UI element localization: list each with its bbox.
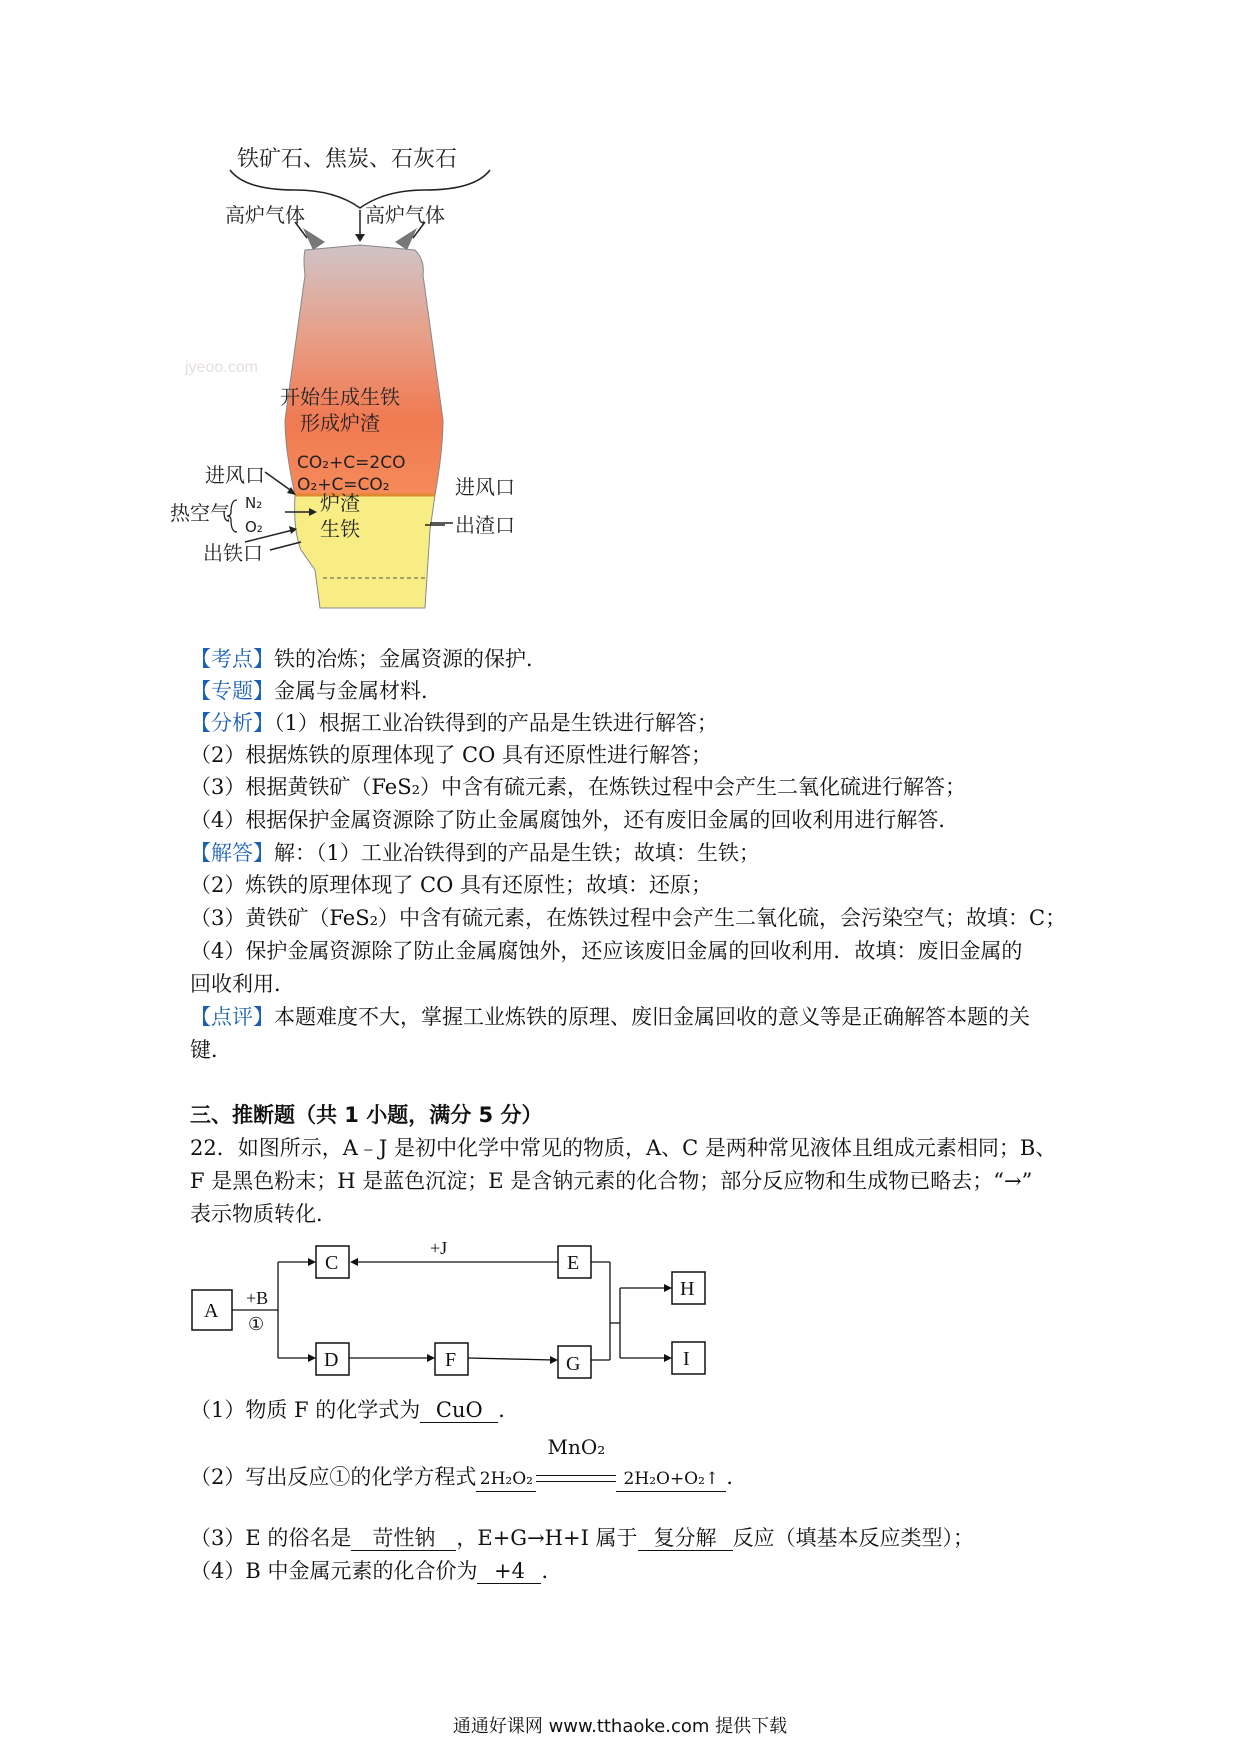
kaodian-line — [190, 644, 547, 674]
answer-2-prefix: （2）写出反应①的化学方程式 — [190, 1465, 477, 1489]
node-d: D — [324, 1349, 339, 1371]
kaodian-text: 铁的冶炼；金属资源的保护． — [274, 647, 547, 671]
jieda-text-5: 回收利用． — [190, 972, 295, 996]
answer-2-suffix: ． — [726, 1465, 748, 1489]
answer-2 — [190, 1435, 748, 1492]
node-c: C — [325, 1252, 339, 1274]
answer-4-suffix: ． — [541, 1559, 563, 1583]
zone-label-1: 开始生成生铁 — [280, 385, 400, 409]
answer-3-blank-2: 复分解 — [638, 1526, 733, 1551]
node-h: H — [680, 1278, 695, 1300]
plus-j-label: +J — [430, 1238, 448, 1258]
node-f: F — [445, 1349, 457, 1371]
question-line-3: 表示物质转化． — [190, 1202, 337, 1226]
reaction-1-label: ① — [248, 1314, 265, 1334]
inference-flow-diagram — [190, 1230, 750, 1380]
slag-label: 炉渣 — [320, 491, 360, 515]
dianping-text-2: 键． — [190, 1038, 232, 1062]
dianping-line — [190, 1002, 1030, 1032]
fenxi-text-2: （2）根据炼铁的原理体现了 CO 具有还原性进行解答； — [190, 743, 712, 767]
zhuanti-text: 金属与金属材料． — [274, 679, 442, 703]
jieda-tag: 【解答】 — [190, 841, 274, 865]
question-line-2: F 是黑色粉末；H 是蓝色沉淀；E 是含钠元素的化合物；部分反应物和生成物已略去；“→” — [190, 1169, 1033, 1193]
answer-3-mid: ，E+G→H+I 属于 — [456, 1526, 638, 1550]
n2-label: N₂ — [245, 494, 263, 512]
answer-4-prefix: （4）B 中金属元素的化合价为 — [190, 1559, 478, 1583]
top-inputs-label: 铁矿石、焦炭、石灰石 — [237, 147, 458, 172]
hot-air-label: 热空气 — [170, 501, 230, 525]
o2-label: O₂ — [245, 518, 263, 536]
gas-left-label: 高炉气体 — [225, 203, 305, 227]
pig-iron-label: 生铁 — [320, 517, 360, 541]
reaction-arrow — [536, 1435, 616, 1492]
reaction-2: O₂+C=CO₂ — [297, 475, 390, 495]
answer-3-blank-1: 苛性钠 — [351, 1526, 456, 1551]
zhuanti-tag: 【专题】 — [190, 679, 274, 703]
node-a: A — [204, 1300, 219, 1322]
zhuanti-line — [190, 676, 442, 706]
section-heading: 三、推断题（共 1 小题，满分 5 分） — [190, 1103, 543, 1127]
fenxi-line — [190, 708, 718, 738]
jieda-text-4: （4）保护金属资源除了防止金属腐蚀外，还应该废旧金属的回收利用．故填：废旧金属的 — [190, 939, 1023, 963]
kaodian-tag: 【考点】 — [190, 647, 274, 671]
node-e: E — [567, 1252, 580, 1274]
node-i: I — [683, 1348, 690, 1370]
blast-furnace-diagram — [170, 147, 545, 630]
dianping-text-1: 本题难度不大，掌握工业炼铁的原理、废旧金属回收的意义等是正确解答本题的关 — [274, 1005, 1030, 1029]
answer-4-blank: +4 — [477, 1559, 541, 1584]
answer-1-suffix: ． — [498, 1398, 520, 1422]
fenxi-text-4: （4）根据保护金属资源除了防止金属腐蚀外，还有废旧金属的回收利用进行解答． — [190, 808, 960, 832]
iron-outlet-label: 出铁口 — [203, 541, 263, 565]
answer-1-prefix: （1）物质 F 的化学式为 — [190, 1398, 421, 1422]
answer-3-prefix: （3）E 的俗名是 — [190, 1526, 352, 1550]
answer-4 — [190, 1556, 562, 1586]
answer-1 — [190, 1395, 519, 1425]
catalyst-label: MnO₂ — [547, 1435, 606, 1459]
node-g: G — [566, 1353, 581, 1375]
jieda-text-2: （2）炼铁的原理体现了 CO 具有还原性；故填：还原； — [190, 873, 712, 897]
answer-1-blank: CuO — [420, 1398, 498, 1423]
footer-text: 通通好课网 www.tthaoke.com 提供下载 — [452, 1716, 788, 1737]
answer-2-product: 2H₂O+O₂↑ — [616, 1467, 726, 1492]
question-line-1: 22．如图所示，A﹣J 是初中化学中常见的物质，A、C 是两种常见液体且组成元素相同；B、 — [190, 1136, 1057, 1160]
slag-outlet-label: 出渣口 — [455, 513, 515, 537]
dianping-tag: 【点评】 — [190, 1005, 274, 1029]
watermark-text: jyeoo.com — [185, 359, 258, 376]
reaction-1: CO₂+C=2CO — [297, 453, 406, 473]
jieda-text-1: 解：（1）工业冶铁得到的产品是生铁；故填：生铁； — [274, 841, 760, 865]
answer-3 — [190, 1523, 974, 1553]
fenxi-tag: 【分析】 — [190, 711, 274, 735]
answer-2-reactant: 2H₂O₂ — [476, 1467, 536, 1492]
jieda-text-3: （3）黄铁矿（FeS₂）中含有硫元素，在炼铁过程中会产生二氧化硫，会污染空气；故填：C； — [190, 906, 1067, 930]
gas-right-label: 高炉气体 — [365, 203, 445, 227]
plus-b-label: +B — [246, 1288, 269, 1308]
answer-3-suffix: 反应（填基本反应类型）； — [732, 1526, 975, 1550]
fenxi-text-1: （1）根据工业冶铁得到的产品是生铁进行解答； — [274, 711, 718, 735]
air-inlet-right-label: 进风口 — [455, 475, 515, 499]
air-inlet-left-label: 进风口 — [205, 463, 265, 487]
zone-label-2: 形成炉渣 — [300, 411, 380, 435]
jieda-line — [190, 838, 760, 868]
fenxi-text-3: （3）根据黄铁矿（FeS₂）中含有硫元素，在炼铁过程中会产生二氧化硫进行解答； — [190, 775, 967, 799]
